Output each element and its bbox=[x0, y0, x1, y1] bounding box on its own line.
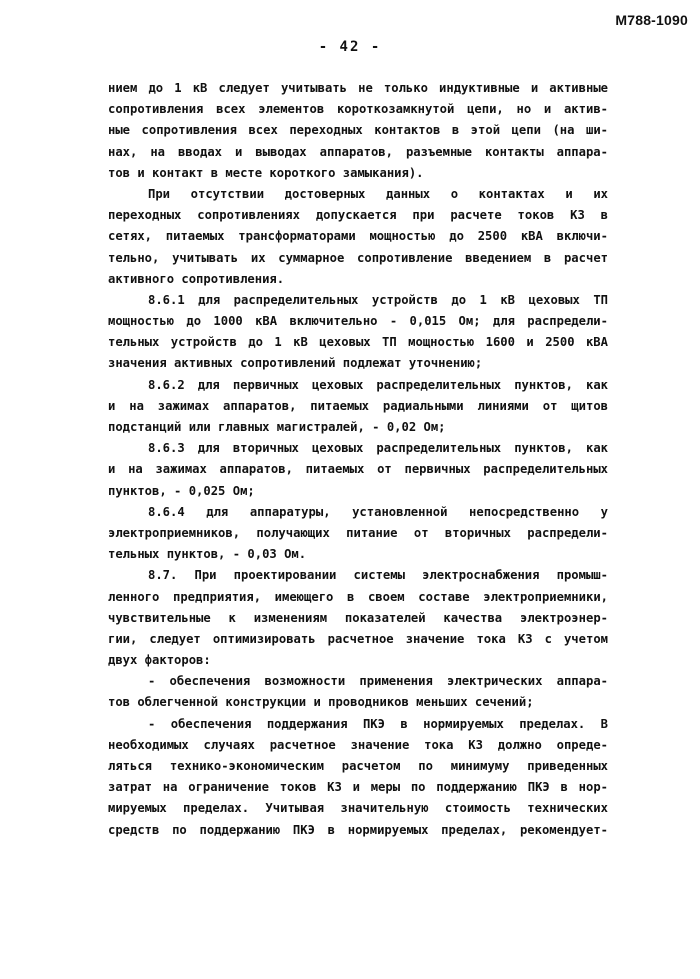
text-line: гии, следует оптимизировать расчетное значение тока КЗ с учетом bbox=[108, 631, 608, 646]
body-text bbox=[108, 78, 608, 841]
text-line: нием до 1 кВ следует учитывать не только индуктивные и активные bbox=[108, 81, 608, 95]
text-line: подстанций или главных магистралей, - 0,02 Ом; bbox=[108, 420, 446, 434]
text-line: переходных сопротивлениях допускается при расчете токов КЗ в bbox=[108, 208, 608, 223]
text-line: тов и контакт в месте короткого замыкания). bbox=[108, 165, 424, 180]
text-line: тельных устройств до 1 кВ цеховых ТП мощностью 1600 и 2500 кВА bbox=[108, 335, 608, 350]
text-line: 8.7. При проектировании системы электроснабжения промыш- bbox=[148, 568, 608, 583]
text-line: необходимых случаях расчетное значение тока КЗ должно опреде- bbox=[108, 737, 608, 752]
text-line: 8.6.3 для вторичных цеховых распределительных пунктов, как bbox=[148, 441, 608, 456]
text-line: пунктов, - 0,025 Ом; bbox=[108, 483, 255, 498]
text-line: 8.6.2 для первичных цеховых распределительных пунктов, как bbox=[148, 377, 608, 392]
text-line: сетях, питаемых трансформаторами мощностью до 2500 кВА включи- bbox=[108, 229, 608, 244]
text-line: и на зажимах аппаратов, питаемых от первичных распределительных bbox=[108, 462, 608, 477]
text-line: ленного предприятия, имеющего в своем составе электроприемники, bbox=[108, 589, 608, 604]
text-line: тов облегченной конструкции и проводников меньших сечений; bbox=[108, 695, 534, 710]
text-line: нах, на вводах и выводах аппаратов, разъемные контакты аппара- bbox=[108, 144, 608, 159]
text-line: активного сопротивления. bbox=[108, 271, 285, 286]
text-line: 8.6.1 для распределительных устройств до 1 кВ цеховых ТП bbox=[148, 292, 608, 307]
text-line: сопротивления всех элементов короткозамкнутой цепи, но и актив- bbox=[108, 102, 608, 117]
text-line: При отсутствии достоверных данных о контактах и их bbox=[148, 186, 608, 201]
text-line: мируемых пределах. Учитывая значительную стоимость технических bbox=[108, 801, 608, 816]
document-code: М788-1090 bbox=[615, 12, 688, 28]
text-line: затрат на ограничение токов КЗ и меры по поддержанию ПКЭ в нор- bbox=[108, 780, 608, 795]
text-line: значения активных сопротивлений подлежат уточнению; bbox=[108, 356, 483, 371]
text-line: чувствительные к изменениям показателей качества электроэнер- bbox=[108, 610, 608, 625]
text-line: 8.6.4 для аппаратуры, установленной непосредственно у bbox=[148, 504, 608, 519]
text-line: ные сопротивления всех переходных контактов в этой цепи (на ши- bbox=[108, 123, 608, 138]
text-line: тельных пунктов, - 0,03 Ом. bbox=[108, 547, 307, 562]
text-line: ляться технико-экономическим расчетом по минимуму приведенных bbox=[108, 759, 608, 773]
text-line: средств по поддержанию ПКЭ в нормируемых пределах, рекомендует- bbox=[108, 822, 608, 837]
text-line: двух факторов: bbox=[108, 653, 211, 668]
text-line: - обеспечения возможности применения электрических аппара- bbox=[148, 674, 608, 689]
text-line: и на зажимах аппаратов, питаемых радиальными линиями от щитов bbox=[108, 398, 608, 413]
text-line: тельно, учитывать их суммарное сопротивление введением в расчет bbox=[108, 250, 608, 265]
text-line: - обеспечения поддержания ПКЭ в нормируемых пределах. В bbox=[148, 716, 608, 731]
page-number: - 42 - bbox=[318, 39, 382, 55]
text-line: электроприемников, получающих питание от вторичных распредели- bbox=[108, 525, 608, 540]
text-line: мощностью до 1000 кВА включительно - 0,015 Ом; для распредели- bbox=[108, 314, 608, 329]
